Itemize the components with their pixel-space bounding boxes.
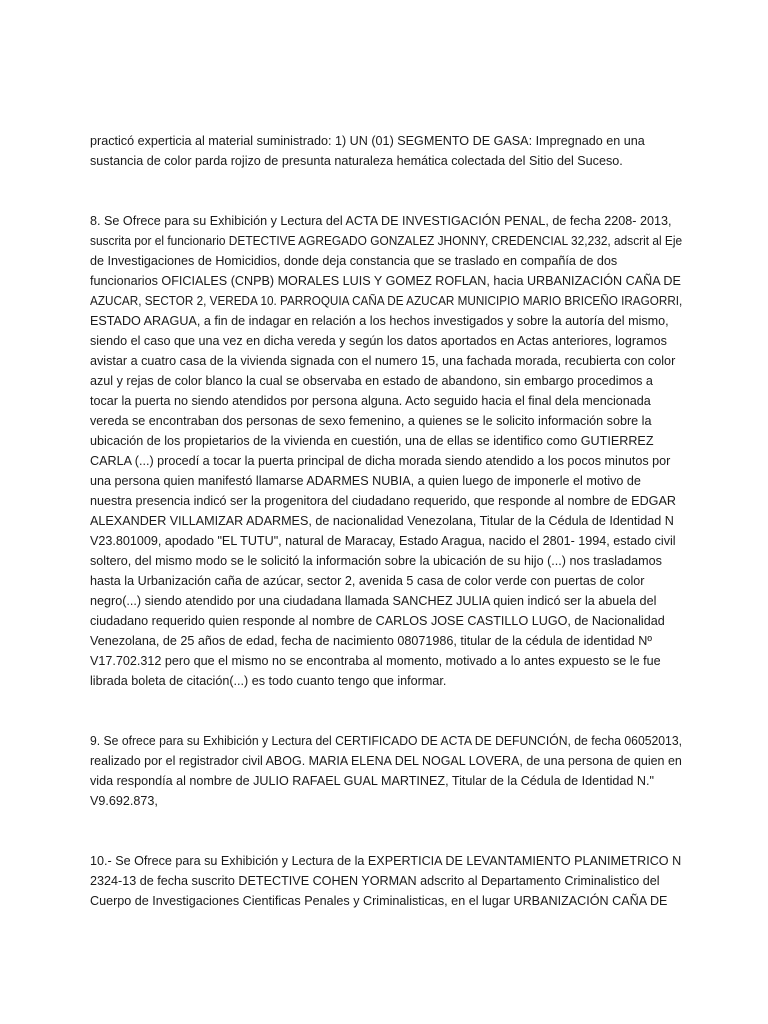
text-line: AZUCAR, SECTOR 2, VEREDA 10. PARROQUIA CAÑA DE AZUCAR MUNICIPIO MARIO BRICEÑO IRAGORRI, (90, 294, 683, 308)
text-line: negro(...) siendo atendido por una ciudadana llamada SANCHEZ JULIA quien indicó ser la abuela del (90, 594, 657, 608)
text-line: hasta la Urbanización caña de azúcar, sector 2, avenida 5 casa de color verde con puertas de color (90, 574, 645, 588)
text-line: vereda se encontraban dos personas de sexo femenino, a quienes se le solicito información sobre la (90, 414, 652, 428)
text-line: V9.692.873, (90, 794, 158, 808)
text-line: ciudadano requerido quien responde al nombre de CARLOS JOSE CASTILLO LUGO, de Nacionalidad (90, 614, 665, 628)
paragraph-evidence-gauze (90, 131, 682, 171)
paragraph-item-10 (90, 851, 682, 911)
text-line: 9. Se ofrece para su Exhibición y Lectura del CERTIFICADO DE ACTA DE DEFUNCIÓN, de fecha 06052013, (90, 734, 683, 748)
text-line: ubicación de los propietarios de la vivienda en cuestión, una de ellas se identifico como GUTIERREZ (90, 434, 654, 448)
paragraph-gap (90, 691, 682, 731)
text-line: ALEXANDER VILLAMIZAR ADARMES, de nacionalidad Venezolana, Titular de la Cédula de Identidad N (90, 514, 674, 528)
text-line: avistar a cuatro casa de la vivienda signada con el numero 15, una fachada morada, recubierta con color (90, 354, 676, 368)
text-line: de Investigaciones de Homicidios, donde deja constancia que se traslado en compañía de dos (90, 254, 618, 268)
text-line: 10.- Se Ofrece para su Exhibición y Lectura de la EXPERTICIA DE LEVANTAMIENTO PLANIMETRICO N (90, 854, 682, 868)
text-line: vida respondía al nombre de JULIO RAFAEL GUAL MARTINEZ, Titular de la Cédula de Identidad N." (90, 774, 654, 788)
text-line: siendo el caso que una vez en dicha vereda y según los datos aportados en Actas anteriores, logramos (90, 334, 667, 348)
paragraph-gap (90, 811, 682, 851)
text-line: librada boleta de citación(...) es todo cuanto tengo que informar. (90, 674, 447, 688)
text-line: 8. Se Ofrece para su Exhibición y Lectura del ACTA DE INVESTIGACIÓN PENAL, de fecha 2208- 2013, (90, 214, 672, 228)
text-line: nuestra presencia indicó ser la progenitora del ciudadano requerido, que responde al nombre de EDGAR (90, 494, 676, 508)
text-line: realizado por el registrador civil ABOG. MARIA ELENA DEL NOGAL LOVERA, de una persona de quien en (90, 754, 682, 768)
text-line: V17.702.312 pero que el mismo no se encontraba al momento, motivado a lo antes expuesto se le fue (90, 654, 661, 668)
paragraph-item-8 (90, 211, 682, 691)
text-line: Venezolana, de 25 años de edad, fecha de nacimiento 08071986, titular de la cédula de identidad Nº (90, 634, 652, 648)
paragraph-gap (90, 171, 682, 211)
text-line: Cuerpo de Investigaciones Cientificas Penales y Criminalisticas, en el lugar URBANIZACIÓN CAÑA DE (90, 894, 668, 908)
text-line: practicó experticia al material suministrado: 1) UN (01) SEGMENTO DE GASA: Impregnado en una (90, 134, 645, 148)
paragraph-item-9 (90, 731, 682, 811)
text-line: una persona quien manifestó llamarse ADARMES NUBIA, a quien luego de imponerle el motivo de (90, 474, 641, 488)
text-line: ESTADO ARAGUA, a fin de indagar en relación a los hechos investigados y sobre la autoría del mismo, (90, 314, 669, 328)
text-line: 2324-13 de fecha suscrito DETECTIVE COHEN YORMAN adscrito al Departamento Criminalistico del (90, 874, 660, 888)
text-line: V23.801009, apodado "EL TUTU", natural de Maracay, Estado Aragua, nacido el 2801- 1994, estado civil (90, 534, 676, 548)
text-line: soltero, del mismo modo se le solicitó la información sobre la ubicación de su hijo (...) nos trasladamos (90, 554, 662, 568)
document-page (90, 131, 682, 911)
text-line: tocar la puerta no siendo atendidos por persona alguna. Acto seguido hacia el final dela mencionada (90, 394, 651, 408)
text-line: funcionarios OFICIALES (CNPB) MORALES LUIS Y GOMEZ ROFLAN, hacia URBANIZACIÓN CAÑA DE (90, 274, 681, 288)
text-line: suscrita por el funcionario DETECTIVE AGREGADO GONZALEZ JHONNY, CREDENCIAL 32,232, adscrit al Eje (90, 234, 683, 248)
text-line: sustancia de color parda rojizo de presunta naturaleza hemática colectada del Sitio del Suceso. (90, 154, 623, 168)
text-line: azul y rejas de color blanco la cual se observaba en estado de abandono, sin embargo procedimos a (90, 374, 653, 388)
text-line: CARLA (...) procedí a tocar la puerta principal de dicha morada siendo atendido a los pocos minutos por (90, 454, 671, 468)
